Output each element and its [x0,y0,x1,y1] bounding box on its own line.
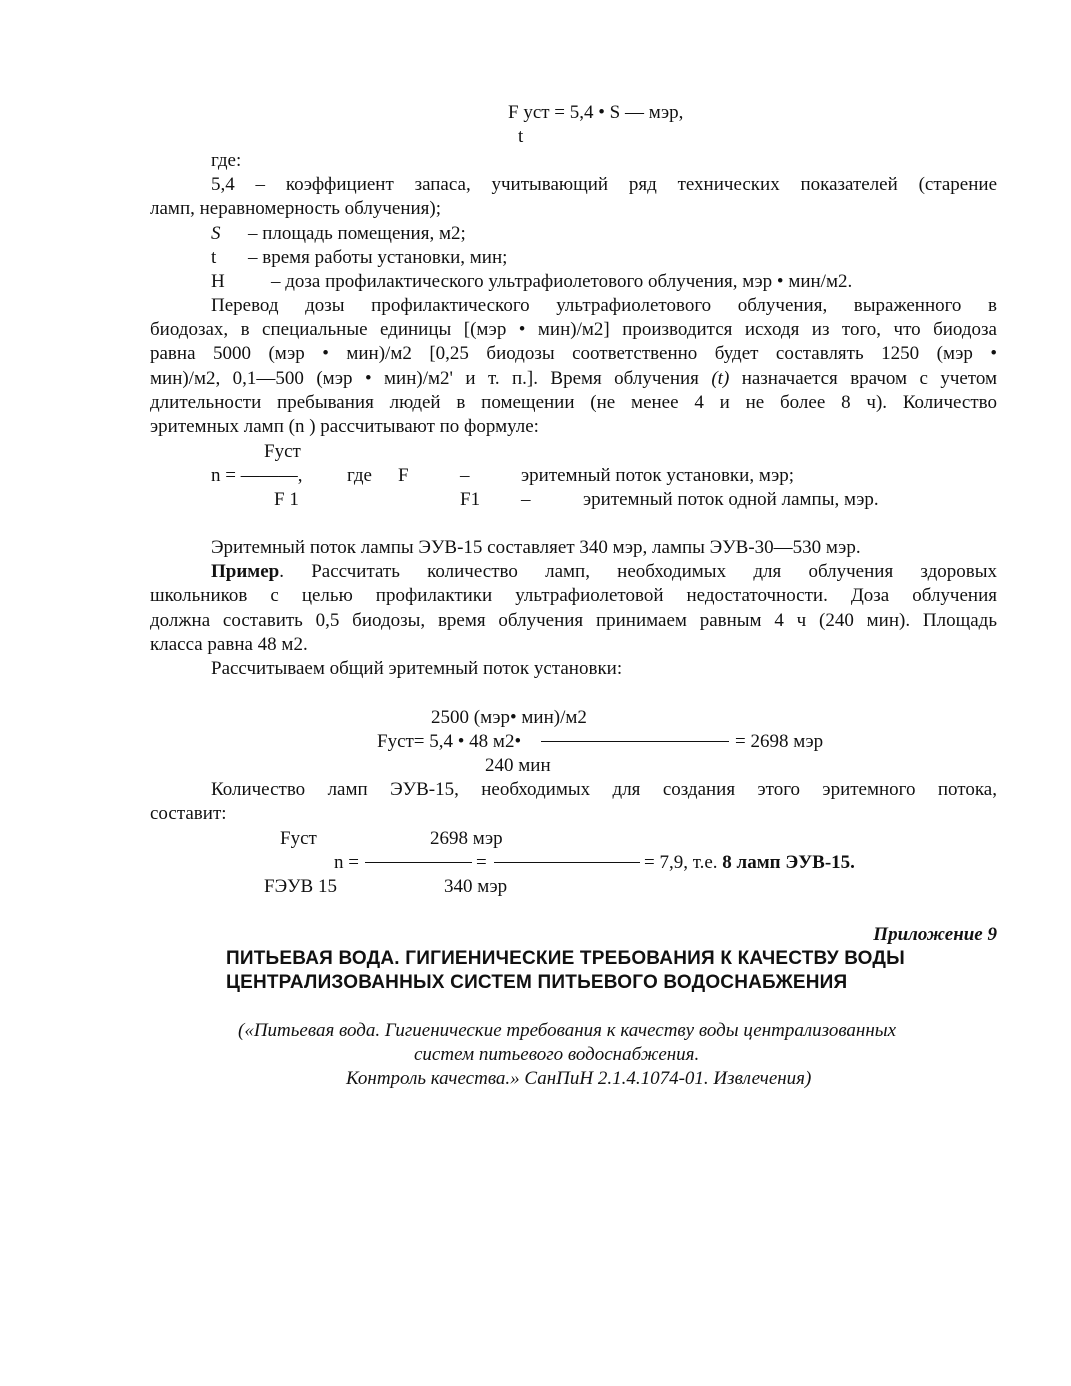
where-label: где: [211,150,242,171]
definition-coefficient-cont: ламп, неравномерность облучения); [150,198,442,219]
formula2-f1-desc: эритемный поток одной лампы, мэр. [583,489,879,510]
formula4-fraction-bar1 [365,862,472,863]
formula1-denominator: t [518,126,524,147]
para1-line4-italic: (t) [711,368,730,389]
formula4-rhs [644,851,855,875]
formula2-dash1: – [460,465,470,486]
example-label: Пример [211,561,280,582]
example-line1-rest: . Рассчитать количество ламп, необходимых для облучения здоровых [279,561,997,582]
para1-line4-end: назначается врачом с учетом [741,368,998,389]
para1-line4-start: мин)/м2, 0,1—500 (мэр • мин)/м2' и т. п.]. Время облучения [150,368,699,389]
appendix-title-line1: ПИТЬЕВАЯ ВОДА. ГИГИЕНИЧЕСКИЕ ТРЕБОВАНИЯ К КАЧЕСТВУ ВОДЫ [226,948,905,969]
definition-s-text: – площадь помещения, м2; [248,223,466,244]
para3-line2: составит: [150,803,227,824]
formula4-equals: = [476,852,487,873]
formula4-denominator1: FЭУВ 15 [264,876,337,897]
formula2-numerator: Fуст [264,441,301,462]
formula2-where: где [347,465,372,486]
appendix-subtitle-line3: Контроль качества.» СанПиН 2.1.4.1074-01. Извлечения) [346,1068,812,1089]
example-line4: класса равна 48 м2. [150,634,308,655]
formula4-rhs-text: = 7,9, т.е. [644,852,718,873]
para3-line1: Количество ламп ЭУВ-15, необходимых для создания этого эритемного потока, [211,779,997,800]
formula4-result: 8 ламп ЭУВ-15. [722,852,855,873]
para2: Эритемный поток лампы ЭУВ-15 составляет 340 мэр, лампы ЭУВ-30—530 мэр. [211,537,861,558]
formula1-main: F уст = 5,4 • S — мэр, [508,102,684,123]
formula4-numerator2: 2698 мэр [430,828,503,849]
example-line1 [211,560,997,584]
formula3-rhs: = 2698 мэр [735,731,824,752]
formula2-f-desc: эритемный поток установки, мэр; [521,465,795,486]
formula2-f-symbol: F [398,465,409,486]
definition-t-symbol: t [211,247,217,268]
para1-line4 [150,367,997,391]
example-line2: школьников с целью профилактики ультрафиолетовой недостаточности. Доза облучения [150,585,997,606]
formula2-f1-symbol: F1 [460,489,481,510]
formula4-fraction-bar2 [494,862,640,863]
example-line3: должна составить 0,5 биодозы, время облучения принимаем равным 4 ч (240 мин). Площадь [150,610,997,631]
formula3-denominator: 240 мин [485,755,551,776]
formula4-lhs: n = [334,852,359,873]
para1-line1: Перевод дозы профилактического ультрафиолетового облучения, выраженного в [211,295,997,316]
formula2-lhs: n = ———, [211,465,303,486]
formula4-numerator1: Fуст [280,828,317,849]
appendix-subtitle-line2: систем питьевого водоснабжения. [414,1044,700,1065]
para1-line6: эритемных ламп (n ) рассчитывают по формуле: [150,416,539,437]
definition-t-text: – время работы установки, мин; [248,247,508,268]
definition-h-text: – доза профилактического ультрафиолетового облучения, мэр • мин/м2. [271,271,853,292]
appendix-title-line2: ЦЕНТРАЛИЗОВАННЫХ СИСТЕМ ПИТЬЕВОГО ВОДОСНАБЖЕНИЯ [226,972,848,993]
formula3-fraction-bar [541,741,729,742]
definition-s-symbol: S [211,223,221,244]
para1-line2: биодозах, в специальные единицы [(мэр • мин)/м2] производится исходя из того, что биодоза [150,319,997,340]
definition-h-symbol: Н [211,271,225,292]
appendix-label: Приложение 9 [873,924,997,945]
formula2-dash2: – [521,489,531,510]
formula4-denominator2: 340 мэр [444,876,508,897]
calc-intro: Рассчитываем общий эритемный поток установки: [211,658,623,679]
para1-line5: длительности пребывания людей в помещении (не менее 4 и не более 8 ч). Количество [150,392,997,413]
formula3-numerator: 2500 (мэр• мин)/м2 [431,707,587,728]
appendix-subtitle-line1: («Питьевая вода. Гигиенические требования к качеству воды централизованных [238,1020,897,1041]
formula3-lhs: Fуст= 5,4 • 48 м2• [377,731,522,752]
para1-line3: равна 5000 (мэр • мин)/м2 [0,25 биодозы соответственно будет составлять 1250 (мэр • [150,343,997,364]
formula2-denominator: F 1 [274,489,299,510]
definition-coefficient: 5,4 – коэффициент запаса, учитывающий ряд технических показателей (старение [211,174,997,195]
